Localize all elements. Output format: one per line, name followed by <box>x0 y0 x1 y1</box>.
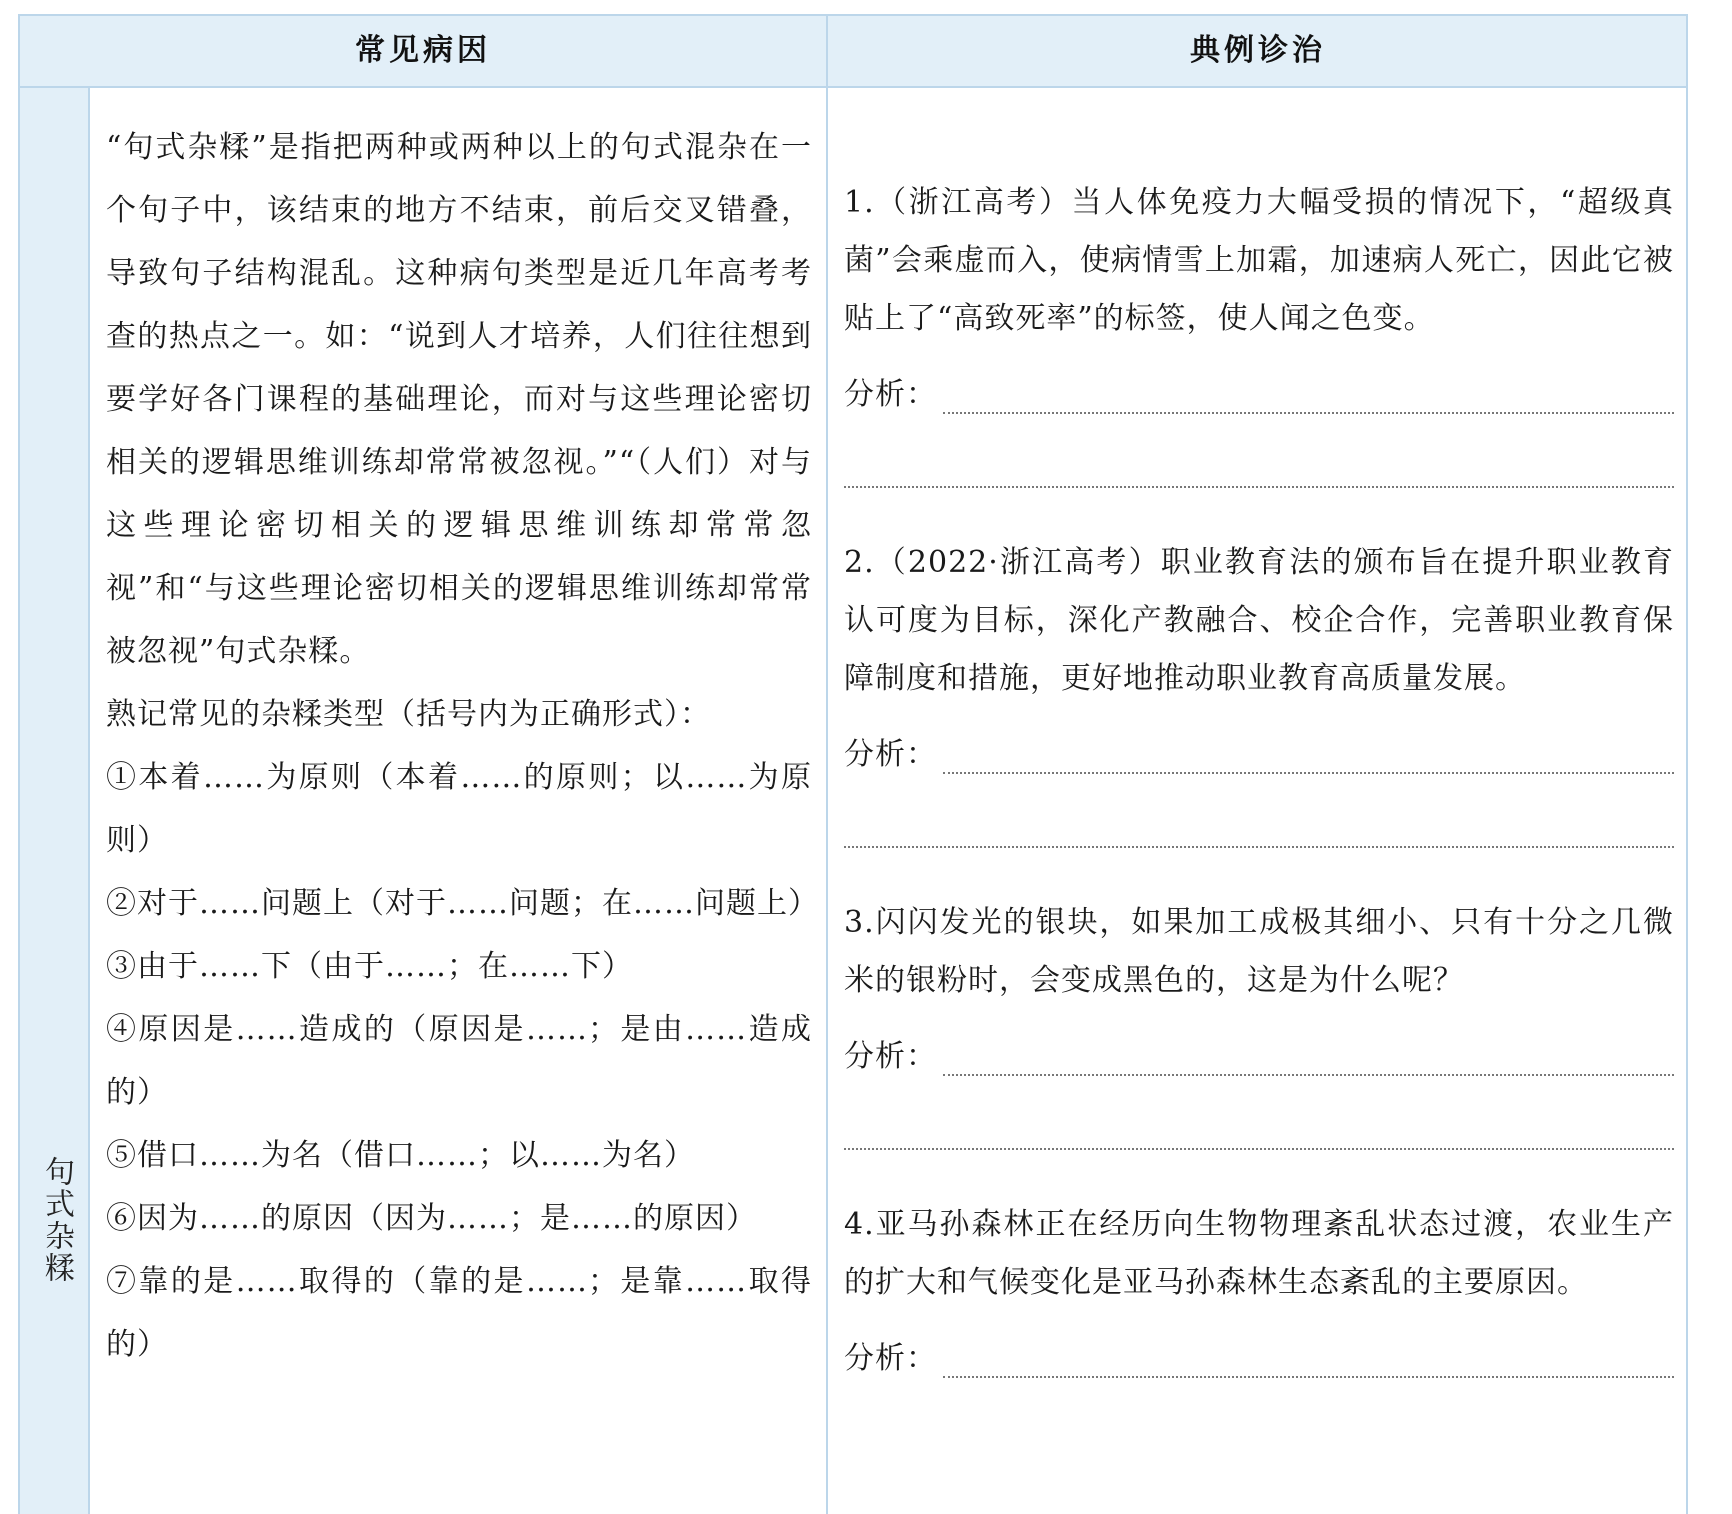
example-question: 3.闪闪发光的银块，如果加工成极其细小、只有十分之几微米的银粉时，会变成黑色的，这是为什么呢？ <box>844 905 1674 998</box>
analysis-label: 分析： <box>844 377 937 412</box>
category-column <box>20 88 88 1514</box>
table-header <box>20 16 1686 88</box>
analysis-field[interactable] <box>844 1028 1674 1086</box>
analysis-label: 分析： <box>844 737 937 772</box>
example-block-2 <box>844 534 1674 848</box>
answer-line[interactable] <box>844 844 1674 848</box>
example-block-3 <box>844 894 1674 1150</box>
type-item: ②对于……问题上（对于……问题；在……问题上） <box>106 886 819 921</box>
header-typical-examples: 典例诊治 <box>1190 33 1326 68</box>
examples-column <box>844 116 1674 1388</box>
example-question: 2.（2022·浙江高考）职业教育法的颁布旨在提升职业教育认可度为目标，深化产教融合、校企合作，完善职业教育保障制度和措施，更好地推动职业教育高质量发展。 <box>844 545 1674 696</box>
example-block-4 <box>844 1196 1674 1388</box>
answer-line[interactable] <box>844 1146 1674 1150</box>
type-item: ④原因是……造成的（原因是……；是由……造成的） <box>106 1012 812 1110</box>
divider-category <box>88 88 90 1514</box>
type-item: ⑥因为……的原因（因为……；是……的原因） <box>106 1201 757 1236</box>
example-block-1 <box>844 174 1674 488</box>
analysis-label: 分析： <box>844 1039 937 1074</box>
explanation-paragraph: “句式杂糅”是指把两种或两种以上的句式混杂在一个句子中，该结束的地方不结束，前后交叉错叠，导致句子结构混乱。这种病句类型是近几年高考考查的热点之一。如：“说到人才培养，人们往往想到要学好各门课程的基础理论，而对与这些理论密切相关的逻辑思维训练却常常被忽视。”“（人们）对与这些理论密切相关的逻辑思维训练却常常忽视”和“与这些理论密切相关的逻辑思维训练却常常被忽视”句式杂糅。 <box>106 130 812 669</box>
example-question: 1.（浙江高考）当人体免疫力大幅受损的情况下，“超级真菌”会乘虚而入，使病情雪上加霜，加速病人死亡，因此它被贴上了“高致死率”的标签，使人闻之色变。 <box>844 185 1674 336</box>
diagnosis-table <box>18 14 1688 1514</box>
answer-line[interactable] <box>943 732 1674 774</box>
analysis-field[interactable] <box>844 366 1674 424</box>
analysis-label: 分析： <box>844 1341 937 1376</box>
type-item: ①本着……为原则（本着……的原则；以……为原则） <box>106 760 812 858</box>
answer-line[interactable] <box>844 484 1674 488</box>
category-label: 句式杂糅 <box>39 1156 74 1284</box>
type-item: ③由于……下（由于……；在……下） <box>106 949 633 984</box>
header-common-causes: 常见病因 <box>355 33 491 68</box>
answer-line[interactable] <box>943 1034 1674 1076</box>
example-question: 4.亚马孙森林正在经历向生物物理紊乱状态过渡，农业生产的扩大和气候变化是亚马孙森林生态紊乱的主要原因。 <box>844 1207 1674 1300</box>
type-item: ⑦靠的是……取得的（靠的是……；是靠……取得的） <box>106 1264 812 1362</box>
answer-line[interactable] <box>943 1336 1674 1378</box>
explanation-intro: 熟记常见的杂糅类型（括号内为正确形式）： <box>106 697 711 732</box>
analysis-field[interactable] <box>844 1330 1674 1388</box>
analysis-field[interactable] <box>844 726 1674 784</box>
type-item: ⑤借口……为名（借口……；以……为名） <box>106 1138 695 1173</box>
answer-line[interactable] <box>943 372 1674 414</box>
divider-middle <box>826 16 828 1514</box>
explanation-column <box>106 116 819 1376</box>
